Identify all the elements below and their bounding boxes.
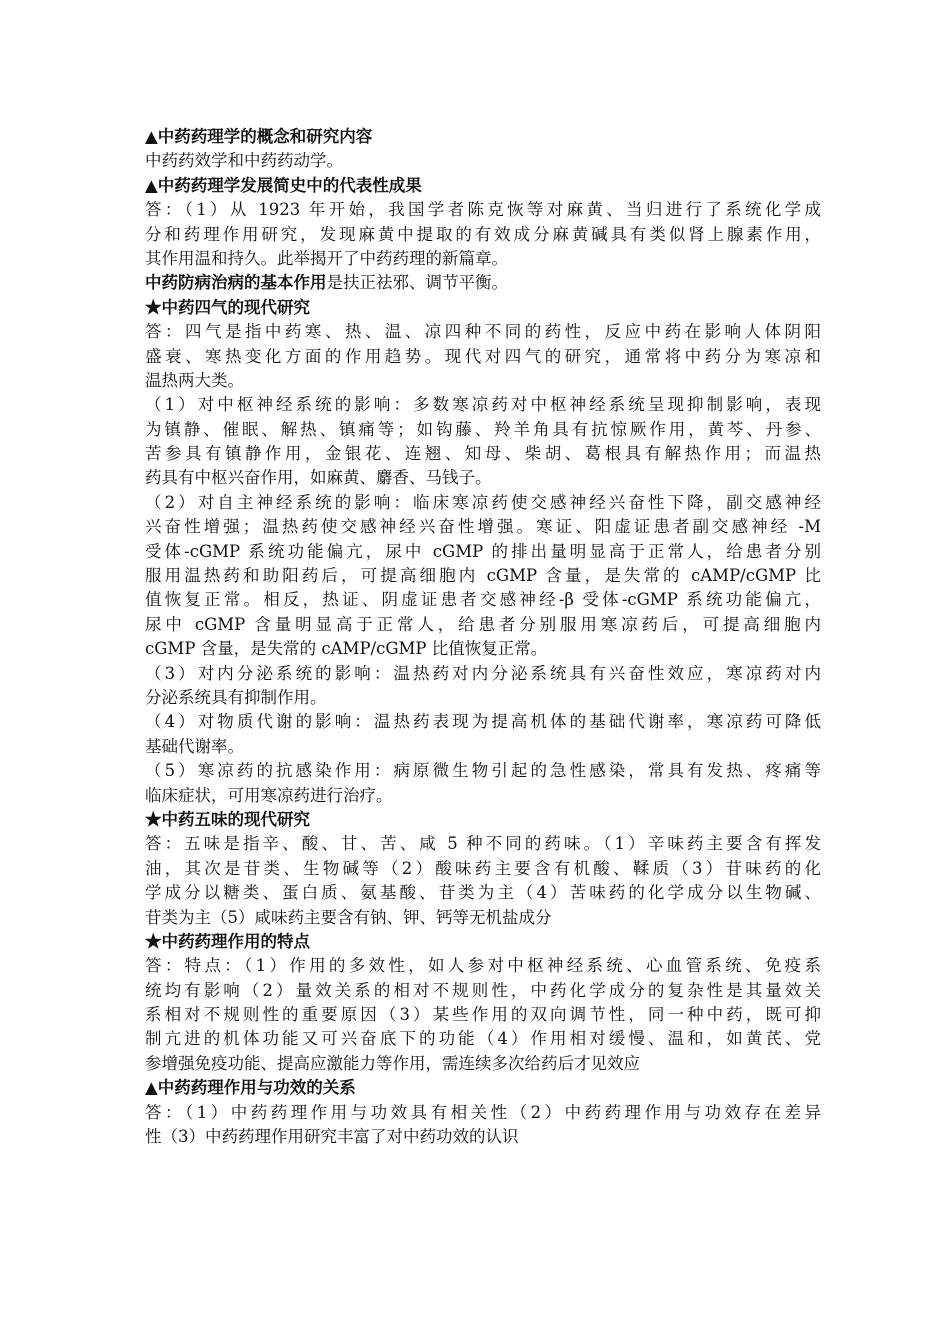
section-heading — [145, 296, 821, 320]
line-text: ▲中药药理学的概念和研究内容 — [145, 127, 373, 146]
text-line — [145, 393, 821, 417]
line-text: 苦参具有镇静作用，金银花、连翘、知母、柴胡、葛根具有解热作用；而温热 — [145, 444, 821, 464]
line-text: 值恢复正常。相反，热证、阴虚证患者交感神经-β 受体-cGMP 系统功能偏亢， — [145, 590, 821, 610]
text-line — [145, 320, 821, 344]
line-text: （5）寒凉药的抗感染作用：病原微生物引起的急性感染，常具有发热、疼痛等 — [145, 761, 821, 781]
line-text: （2）对自主神经系统的影响：临床寒凉药使交感神经兴奋性下降，副交感神经 — [145, 492, 821, 512]
line-text: 兴奋性增强；温热药使交感神经兴奋性增强。寒证、阳虚证患者副交感神经 -M — [145, 517, 821, 537]
text-line — [145, 784, 821, 808]
line-text: 尿中 cGMP 含量明显高于正常人，给患者分别服用寒凉药后，可提高细胞内 — [145, 614, 821, 634]
text-line — [145, 247, 821, 271]
line-text: 油，其次是苷类、生物碱等（2）酸味药主要含有机酸、鞣质（3）苷味药的化 — [145, 858, 821, 878]
text-line — [145, 515, 821, 539]
section-heading — [145, 930, 821, 954]
text-line — [145, 149, 821, 173]
line-text: （4）对物质代谢的影响：温热药表现为提高机体的基础代谢率，寒凉药可降低 — [145, 712, 821, 732]
line-text: 盛衰、寒热变化方面的作用趋势。现代对四气的研究，通常将中药分为寒凉和 — [145, 346, 821, 366]
line-text: 服用温热药和助阳药后，可提高细胞内 cGMP 含量，是失常的 cAMP/cGMP 比 — [145, 566, 821, 586]
text-line — [145, 857, 821, 881]
text-line — [145, 1052, 821, 1076]
text-line — [145, 466, 821, 490]
line-text: 答：（1）从 1923 年开始，我国学者陈克恢等对麻黄、当归进行了系统化学成 — [145, 200, 821, 220]
text-line — [145, 1027, 821, 1051]
text-line — [145, 540, 821, 564]
section-heading — [145, 174, 821, 198]
text-line — [145, 662, 821, 686]
text-line — [145, 564, 821, 588]
line-text: ★中药药理作用的特点 — [145, 931, 310, 951]
text-line — [145, 198, 821, 222]
line-text: 统均有影响（2）量效关系的相对不规则性，中药化学成分的复杂性是其量效关 — [145, 980, 821, 1000]
line-text: 分泌系统具有抑制作用。 — [145, 687, 327, 707]
line-text: 制亢进的机体功能又可兴奋底下的功能（4）作用相对缓慢、温和，如黄芪、党 — [145, 1029, 821, 1049]
text-line — [145, 954, 821, 978]
text-line — [145, 637, 821, 661]
text-line — [145, 710, 821, 734]
section-heading — [145, 808, 821, 832]
line-text: 是扶正祛邪、调节平衡。 — [326, 273, 508, 293]
line-text: 答：（1）中药药理作用与功效具有相关性（2）中药药理作用与功效存在差异 — [145, 1102, 821, 1122]
text-line — [145, 418, 821, 442]
text-line — [145, 1003, 821, 1027]
line-text: （3）对内分泌系统的影响：温热药对内分泌系统具有兴奋性效应，寒凉药对内 — [145, 663, 821, 683]
line-text: 温热两大类。 — [145, 370, 244, 390]
line-text: ★中药五味的现代研究 — [145, 809, 310, 829]
line-text: 学成分以糖类、蛋白质、氨基酸、苷类为主（4）苦味药的化学成分以生物碱、 — [145, 883, 821, 903]
line-text: 其作用温和持久。此举揭开了中药药理的新篇章。 — [145, 248, 508, 268]
line-text: 答：特点：（1）作用的多效性，如人参对中枢神经系统、心血管系统、免疫系 — [145, 956, 821, 976]
text-line — [145, 491, 821, 515]
text-line — [145, 759, 821, 783]
line-text: 答：四气是指中药寒、热、温、凉四种不同的药性，反应中药在影响人体阴阳 — [145, 322, 821, 342]
line-text: ▲中药药理学发展简史中的代表性成果 — [145, 175, 422, 195]
text-line — [145, 686, 821, 710]
bold-term: 中药防病治病的基本作用 — [145, 273, 327, 293]
text-line — [145, 906, 821, 930]
text-line — [145, 881, 821, 905]
line-text: 性（3）中药药理作用研究丰富了对中药功效的认识 — [145, 1127, 519, 1147]
text-line — [145, 442, 821, 466]
section-heading — [145, 1076, 821, 1100]
line-text: 基础代谢率。 — [145, 736, 244, 756]
text-line — [145, 1125, 821, 1149]
text-line — [145, 223, 821, 247]
line-text: 为镇静、催眠、解热、镇痛等；如钩藤、羚羊角具有抗惊厥作用，黄芩、丹参、 — [145, 419, 821, 439]
line-text: 分和药理作用研究，发现麻黄中提取的有效成分麻黄碱具有类似肾上腺素作用， — [145, 224, 821, 244]
line-text: 临床症状，可用寒凉药进行治疗。 — [145, 785, 393, 805]
line-text: 参增强免疫功能、提高应激能力等作用，需连续多次给药后才见效应 — [145, 1053, 640, 1073]
line-text: 中药药效学和中药药动学。 — [145, 151, 343, 171]
text-line — [145, 832, 821, 856]
line-text: ▲中药药理作用与功效的关系 — [145, 1078, 356, 1098]
line-text: 受体-cGMP 系统功能偏亢，尿中 cGMP 的排出量明显高于正常人，给患者分别 — [145, 541, 821, 561]
line-text: 药具有中枢兴奋作用，如麻黄、麝香、马钱子。 — [145, 468, 492, 488]
text-line — [145, 588, 821, 612]
line-text: 系相对不规则性的重要原因（3）某些作用的双向调节性，同一种中药，既可抑 — [145, 1005, 821, 1025]
line-text: 答：五味是指辛、酸、甘、苦、咸 5 种不同的药味。（1）辛味药主要含有挥发 — [145, 834, 821, 854]
line-text: cGMP 含量，是失常的 cAMP/cGMP 比值恢复正常。 — [145, 639, 548, 659]
text-line — [145, 271, 821, 295]
text-line — [145, 1101, 821, 1125]
text-line — [145, 345, 821, 369]
text-line — [145, 735, 821, 759]
line-text: ★中药四气的现代研究 — [145, 297, 310, 317]
text-line — [145, 979, 821, 1003]
document-body — [145, 125, 821, 1149]
line-text: （1）对中枢神经系统的影响：多数寒凉药对中枢神经系统呈现抑制影响，表现 — [145, 395, 821, 415]
text-line — [145, 613, 821, 637]
line-text: 苷类为主（5）咸味药主要含有钠、钾、钙等无机盐成分 — [145, 907, 552, 927]
section-heading — [145, 125, 821, 149]
text-line — [145, 369, 821, 393]
